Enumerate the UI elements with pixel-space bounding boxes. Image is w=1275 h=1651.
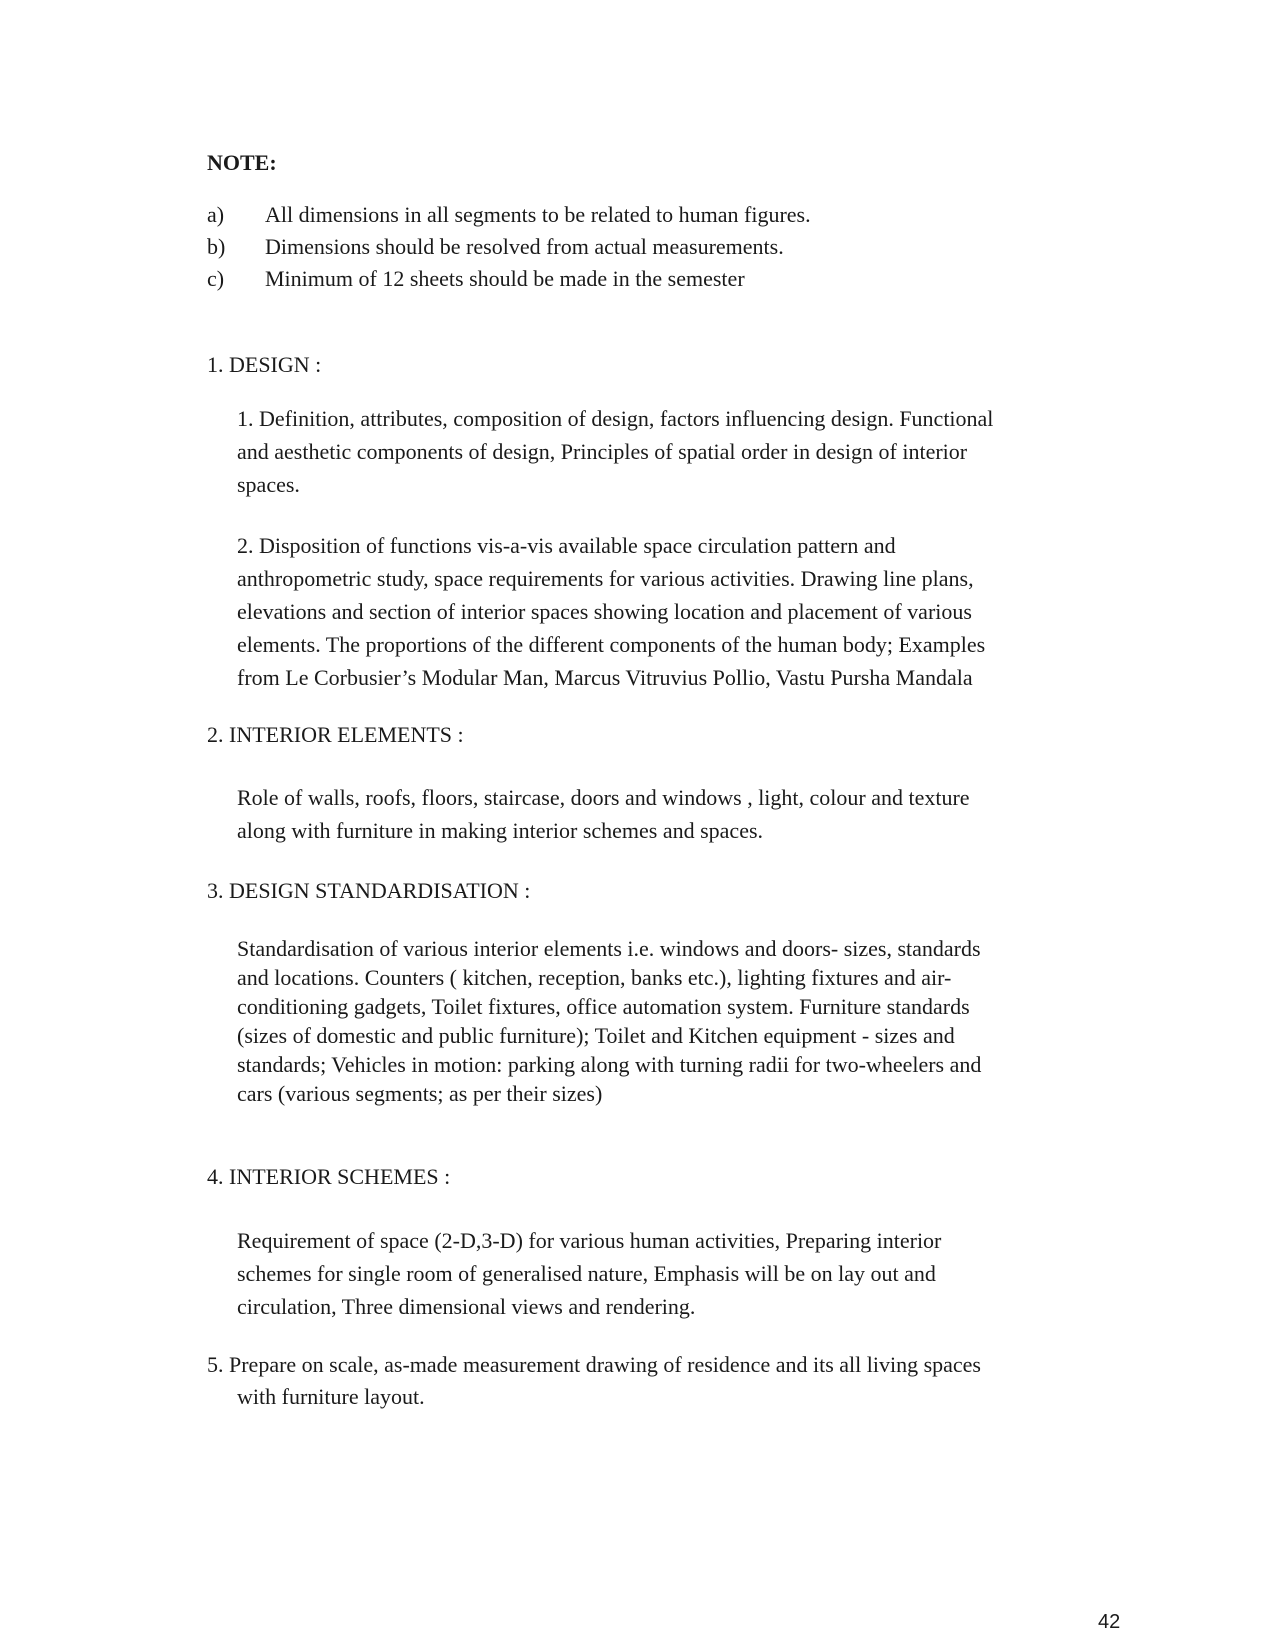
paragraph-line: and locations. Counters ( kitchen, reception, banks etc.), lighting fixtures and air- (237, 965, 952, 990)
paragraph-line: (sizes of domestic and public furniture); Toilet and Kitchen equipment - sizes and (237, 1023, 955, 1048)
note-item (207, 264, 745, 294)
note-item-marker: a) (207, 202, 225, 227)
paragraph-line: elements. The proportions of the different components of the human body; Examples (237, 632, 986, 657)
section-item-prepare: 5. Prepare on scale, as-made measurement drawing of residence and its all living spaces (207, 1352, 981, 1377)
interior-elements-paragraph (237, 781, 1117, 847)
paragraph-line: from Le Corbusier’s Modular Man, Marcus Vitruvius Pollio, Vastu Pursha Mandala (237, 665, 973, 690)
note-item-text: Minimum of 12 sheets should be made in the semester (265, 266, 745, 291)
section-heading-design: 1. DESIGN : (207, 352, 322, 377)
design-standardisation-paragraph (237, 934, 1117, 1108)
paragraph-line: Requirement of space (2-D,3-D) for various human activities, Preparing interior (237, 1228, 942, 1253)
note-item (207, 200, 811, 230)
paragraph-line: standards; Vehicles in motion: parking along with turning radii for two-wheelers and (237, 1052, 982, 1077)
note-title: NOTE: (207, 150, 277, 175)
paragraph-line: cars (various segments; as per their sizes) (237, 1081, 603, 1106)
paragraph-line: 2. Disposition of functions vis-a-vis available space circulation pattern and (237, 533, 896, 558)
paragraph-line: conditioning gadgets, Toilet fixtures, office automation system. Furniture standards (237, 994, 970, 1019)
paragraph-line: anthropometric study, space requirements for various activities. Drawing line plans, (237, 566, 974, 591)
paragraph-line: spaces. (237, 472, 300, 497)
section-item-prepare-continued: with furniture layout. (237, 1384, 425, 1409)
section-heading-interior-elements: 2. INTERIOR ELEMENTS : (207, 722, 464, 747)
paragraph-line: circulation, Three dimensional views and rendering. (237, 1294, 696, 1319)
paragraph-line: Role of walls, roofs, floors, staircase, doors and windows , light, colour and texture (237, 785, 970, 810)
paragraph-line: and aesthetic components of design, Principles of spatial order in design of interior (237, 439, 968, 464)
note-item (207, 232, 784, 262)
paragraph-line: schemes for single room of generalised nature, Emphasis will be on lay out and (237, 1261, 936, 1286)
paragraph-line: along with furniture in making interior schemes and spaces. (237, 818, 764, 843)
note-item-marker: c) (207, 266, 225, 291)
design-subsection-1 (237, 402, 1117, 501)
interior-schemes-paragraph (237, 1224, 1117, 1323)
note-item-marker: b) (207, 234, 226, 259)
section-heading-interior-schemes: 4. INTERIOR SCHEMES : (207, 1164, 451, 1189)
paragraph-line: Standardisation of various interior elements i.e. windows and doors- sizes, standards (237, 936, 981, 961)
design-subsection-2 (237, 529, 1117, 694)
note-item-text: Dimensions should be resolved from actual measurements. (265, 234, 784, 259)
paragraph-line: 1. Definition, attributes, composition of design, factors influencing design. Functional (237, 406, 994, 431)
section-heading-design-standardisation: 3. DESIGN STANDARDISATION : (207, 878, 531, 903)
note-item-text: All dimensions in all segments to be related to human figures. (265, 202, 811, 227)
paragraph-line: elevations and section of interior spaces showing location and placement of various (237, 599, 972, 624)
page-number: 42 (1098, 1611, 1121, 1633)
